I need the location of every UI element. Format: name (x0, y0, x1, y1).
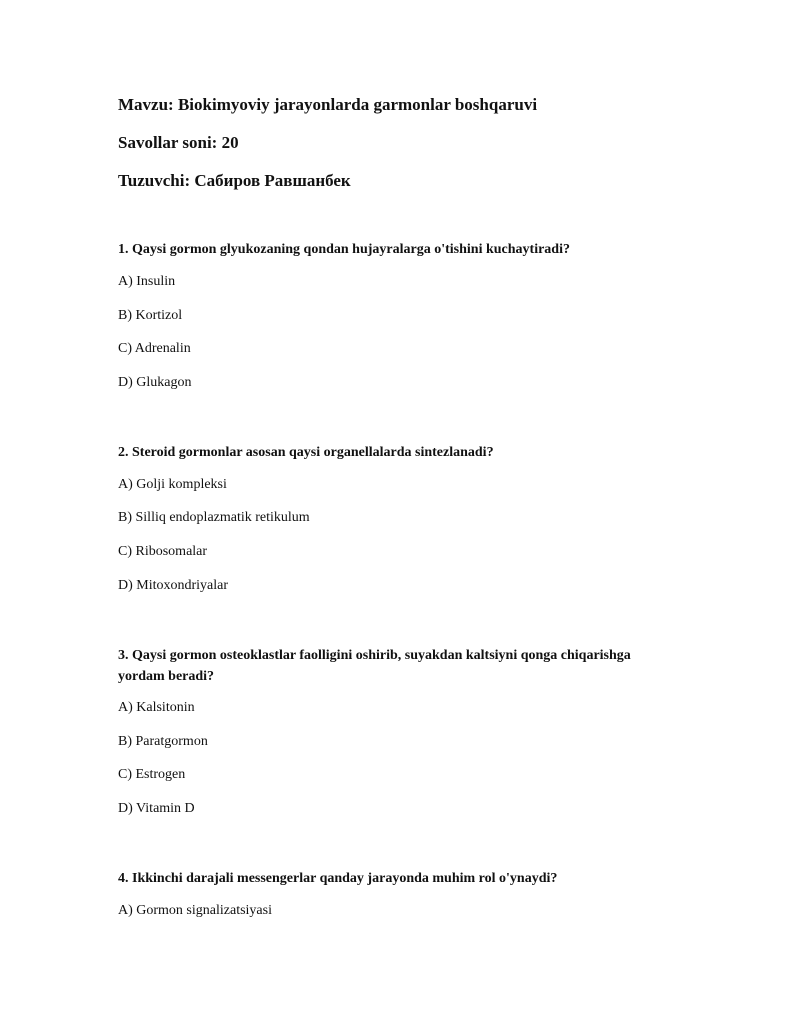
question-2-option-c: C) Ribosomalar (118, 544, 208, 559)
question-1-option-a: A) Insulin (118, 274, 176, 289)
question-2-text: 2. Steroid gormonlar asosan qaysi organellalarda sintezlanadi? (118, 445, 494, 460)
question-4-option-a: A) Gormon signalizatsiyasi (118, 903, 272, 918)
question-3-text: 3. Qaysi gormon osteoklastlar faolligini oshirib, suyakdan kaltsiyni qonga chiqarishga yordam beradi? (118, 648, 631, 684)
author-heading: Tuzuvchi: Сабиров Равшанбек (118, 171, 351, 190)
question-3-option-d: D) Vitamin D (118, 801, 195, 816)
question-1-option-c: C) Adrenalin (118, 341, 191, 356)
question-2-option-b: B) Silliq endoplazmatik retikulum (118, 510, 310, 525)
topic-heading: Mavzu: Biokimyoviy jarayonlarda garmonlar boshqaruvi (118, 95, 538, 114)
question-count-heading: Savollar soni: 20 (118, 133, 239, 152)
question-1-option-d: D) Glukagon (118, 375, 192, 390)
question-4-text: 4. Ikkinchi darajali messengerlar qanday jarayonda muhim rol o'ynaydi? (118, 871, 558, 886)
question-3-option-b: B) Paratgormon (118, 734, 208, 749)
question-3-option-a: A) Kalsitonin (118, 700, 195, 715)
question-3-option-c: C) Estrogen (118, 767, 186, 782)
question-1-option-b: B) Kortizol (118, 308, 183, 323)
question-2-option-d: D) Mitoxondriyalar (118, 578, 229, 593)
question-1-text: 1. Qaysi gormon glyukozaning qondan hujayralarga o'tishini kuchaytiradi? (118, 242, 570, 257)
question-2-option-a: A) Golji kompleksi (118, 477, 227, 492)
